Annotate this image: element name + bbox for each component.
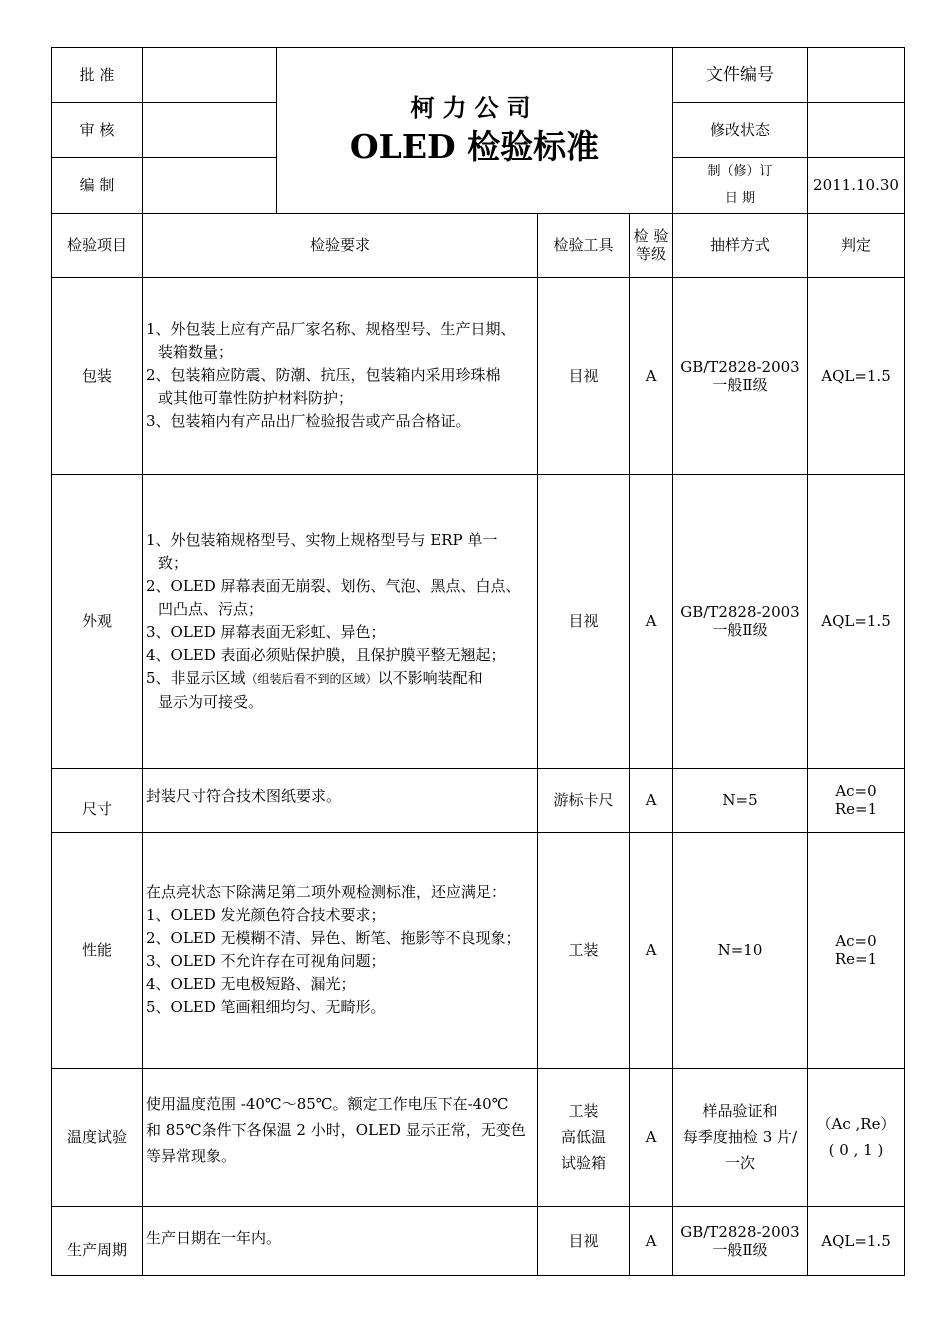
- date-label-line1: 制（修）订: [707, 164, 773, 179]
- row-level: A: [630, 1068, 673, 1206]
- col-requirement: 检验要求: [143, 213, 538, 277]
- row-level: A: [630, 474, 673, 768]
- req-line: 1、OLED 发光颜色符合技术要求；: [146, 906, 386, 925]
- column-header-row: [52, 213, 905, 277]
- req-line: 凹凸点、污点；: [158, 599, 264, 618]
- inspection-standard-table: [51, 47, 905, 1276]
- req-line: 使用温度范围 -40℃～85℃。额定工作电压下在-40℃: [146, 1094, 509, 1113]
- table-row-performance: [52, 832, 905, 1068]
- req-line: 4、OLED 无电极短路、漏光；: [146, 975, 356, 994]
- row-requirement: [143, 277, 538, 474]
- row-sampling: [673, 474, 808, 768]
- req-line: 2、包装箱应防震、防潮、抗压，包装箱内采用珍珠棉: [146, 366, 501, 385]
- row-sampling: [673, 1206, 808, 1275]
- req-line: [146, 667, 534, 691]
- row-item: 包装: [52, 277, 143, 474]
- table-row-temperature: [52, 1068, 905, 1206]
- row-tool: 工装: [538, 832, 630, 1068]
- req-line: 3、包装箱内有产品出厂检验报告或产品合格证。: [146, 412, 471, 431]
- req-line: 2、OLED 屏幕表面无崩裂、划伤、气泡、黑点、白点、: [146, 576, 521, 595]
- row-sampling: N=10: [673, 832, 808, 1068]
- req-line: 和 85℃条件下各保温 2 小时，OLED 显示正常，无变色: [146, 1120, 526, 1139]
- compile-label: 编 制: [52, 158, 143, 214]
- header-row-approve: [52, 48, 905, 103]
- req-line: 3、OLED 屏幕表面无彩虹、异色；: [146, 622, 386, 641]
- row-tool: 目视: [538, 1206, 630, 1275]
- col-judgement: 判定: [808, 213, 905, 277]
- sampling-line2: 每季度抽检 3 片/: [682, 1128, 798, 1147]
- row-judgement: AQL=1.5: [808, 277, 905, 474]
- company-name: 柯力公司: [410, 93, 539, 123]
- row-tool: 目视: [538, 277, 630, 474]
- req-line: 4、OLED 表面必须贴保护膜，且保护膜平整无翘起；: [146, 645, 506, 664]
- req-line: 装箱数量；: [158, 343, 234, 362]
- review-value: [143, 103, 277, 158]
- row-sampling: [673, 277, 808, 474]
- row-tool: 游标卡尺: [538, 768, 630, 832]
- row-item: 温度试验: [52, 1068, 143, 1206]
- req-segment: 以不影响装配和: [377, 668, 483, 687]
- row-item: 性能: [52, 832, 143, 1068]
- document-title-block: [277, 48, 673, 214]
- req-line: 等异常现象。: [146, 1146, 237, 1165]
- col-item: 检验项目: [52, 213, 143, 277]
- row-level: A: [630, 832, 673, 1068]
- row-requirement: 封装尺寸符合技术图纸要求。: [143, 768, 538, 832]
- req-line: 3、OLED 不允许存在可视角问题；: [146, 952, 386, 971]
- req-segment: 5、非显示区域: [146, 668, 246, 687]
- row-requirement: [143, 832, 538, 1068]
- row-sampling: N=5: [673, 768, 808, 832]
- compile-value: [143, 158, 277, 214]
- inspection-standard-document: [51, 47, 905, 1276]
- row-level: A: [630, 1206, 673, 1275]
- date-value: 2011.10.30: [808, 158, 905, 214]
- req-line: 1、外包装箱规格型号、实物上规格型号与 ERP 单一: [146, 530, 498, 549]
- row-judgement: AQL=1.5: [808, 474, 905, 768]
- req-line: 5、OLED 笔画粗细均匀、无畸形。: [146, 998, 386, 1017]
- document-title: OLED 检验标准: [349, 126, 600, 166]
- row-sampling: [673, 1068, 808, 1206]
- revision-label: 修改状态: [673, 103, 808, 158]
- req-line: 致；: [158, 553, 189, 572]
- col-sampling: 抽样方式: [673, 213, 808, 277]
- col-level: [630, 213, 673, 277]
- judgement-line1: Ac=0: [835, 782, 877, 801]
- approve-value: [143, 48, 277, 103]
- row-level: A: [630, 277, 673, 474]
- sampling-line2: 一般Ⅱ级: [712, 1240, 768, 1259]
- req-note: （组装后看不到的区域）: [245, 671, 378, 686]
- sampling-line1: GB/T2828-2003: [680, 357, 800, 376]
- row-requirement: 生产日期在一年内。: [143, 1206, 538, 1275]
- table-row-packaging: [52, 277, 905, 474]
- sampling-line1: 样品验证和: [702, 1102, 778, 1121]
- table-row-dimension: [52, 768, 905, 832]
- req-line: 2、OLED 无模糊不清、异色、断笔、拖影等不良现象；: [146, 929, 521, 948]
- table-row-appearance: [52, 474, 905, 768]
- judgement-line1: Ac=0: [835, 932, 877, 951]
- req-line: 在点亮状态下除满足第二项外观检测标准，还应满足：: [146, 883, 507, 902]
- row-level: A: [630, 768, 673, 832]
- date-label-line2: 日 期: [724, 191, 756, 207]
- sampling-line1: GB/T2828-2003: [680, 603, 800, 622]
- tool-line3: 试验箱: [560, 1154, 606, 1173]
- judgement-line2: Re=1: [834, 800, 878, 819]
- req-line: 或其他可靠性防护材料防护；: [158, 389, 354, 408]
- row-tool: [538, 1068, 630, 1206]
- doc-no-label: 文件编号: [673, 48, 808, 103]
- row-item: 尺寸: [52, 768, 143, 832]
- row-item: 生产周期: [52, 1206, 143, 1275]
- row-judgement: [808, 1068, 905, 1206]
- col-level-line1: 检 验: [633, 227, 669, 246]
- sampling-line3: 一次: [724, 1154, 755, 1173]
- tool-line1: 工装: [568, 1102, 599, 1121]
- judgement-line1: （Ac ,Re）: [816, 1115, 896, 1134]
- judgement-line2: ( 0 , 1 ): [828, 1141, 884, 1160]
- col-level-line2: 等级: [635, 245, 666, 264]
- table-row-production-cycle: [52, 1206, 905, 1275]
- doc-no-value: [808, 48, 905, 103]
- approve-label: 批 准: [52, 48, 143, 103]
- row-judgement: [808, 768, 905, 832]
- judgement-line2: Re=1: [834, 950, 878, 969]
- row-requirement: [143, 474, 538, 768]
- review-label: 审 核: [52, 103, 143, 158]
- row-judgement: AQL=1.5: [808, 1206, 905, 1275]
- sampling-line2: 一般Ⅱ级: [712, 621, 768, 640]
- row-tool: 目视: [538, 474, 630, 768]
- req-line: 1、外包装上应有产品厂家名称、规格型号、生产日期、: [146, 320, 516, 339]
- sampling-line2: 一般Ⅱ级: [712, 375, 768, 394]
- revision-value: [808, 103, 905, 158]
- row-judgement: [808, 832, 905, 1068]
- col-tool: 检验工具: [538, 213, 630, 277]
- row-item: 外观: [52, 474, 143, 768]
- req-line: 显示为可接受。: [158, 692, 264, 711]
- sampling-line1: GB/T2828-2003: [680, 1222, 800, 1241]
- row-requirement: [143, 1068, 538, 1206]
- date-label: [673, 158, 808, 214]
- tool-line2: 高低温: [560, 1128, 606, 1147]
